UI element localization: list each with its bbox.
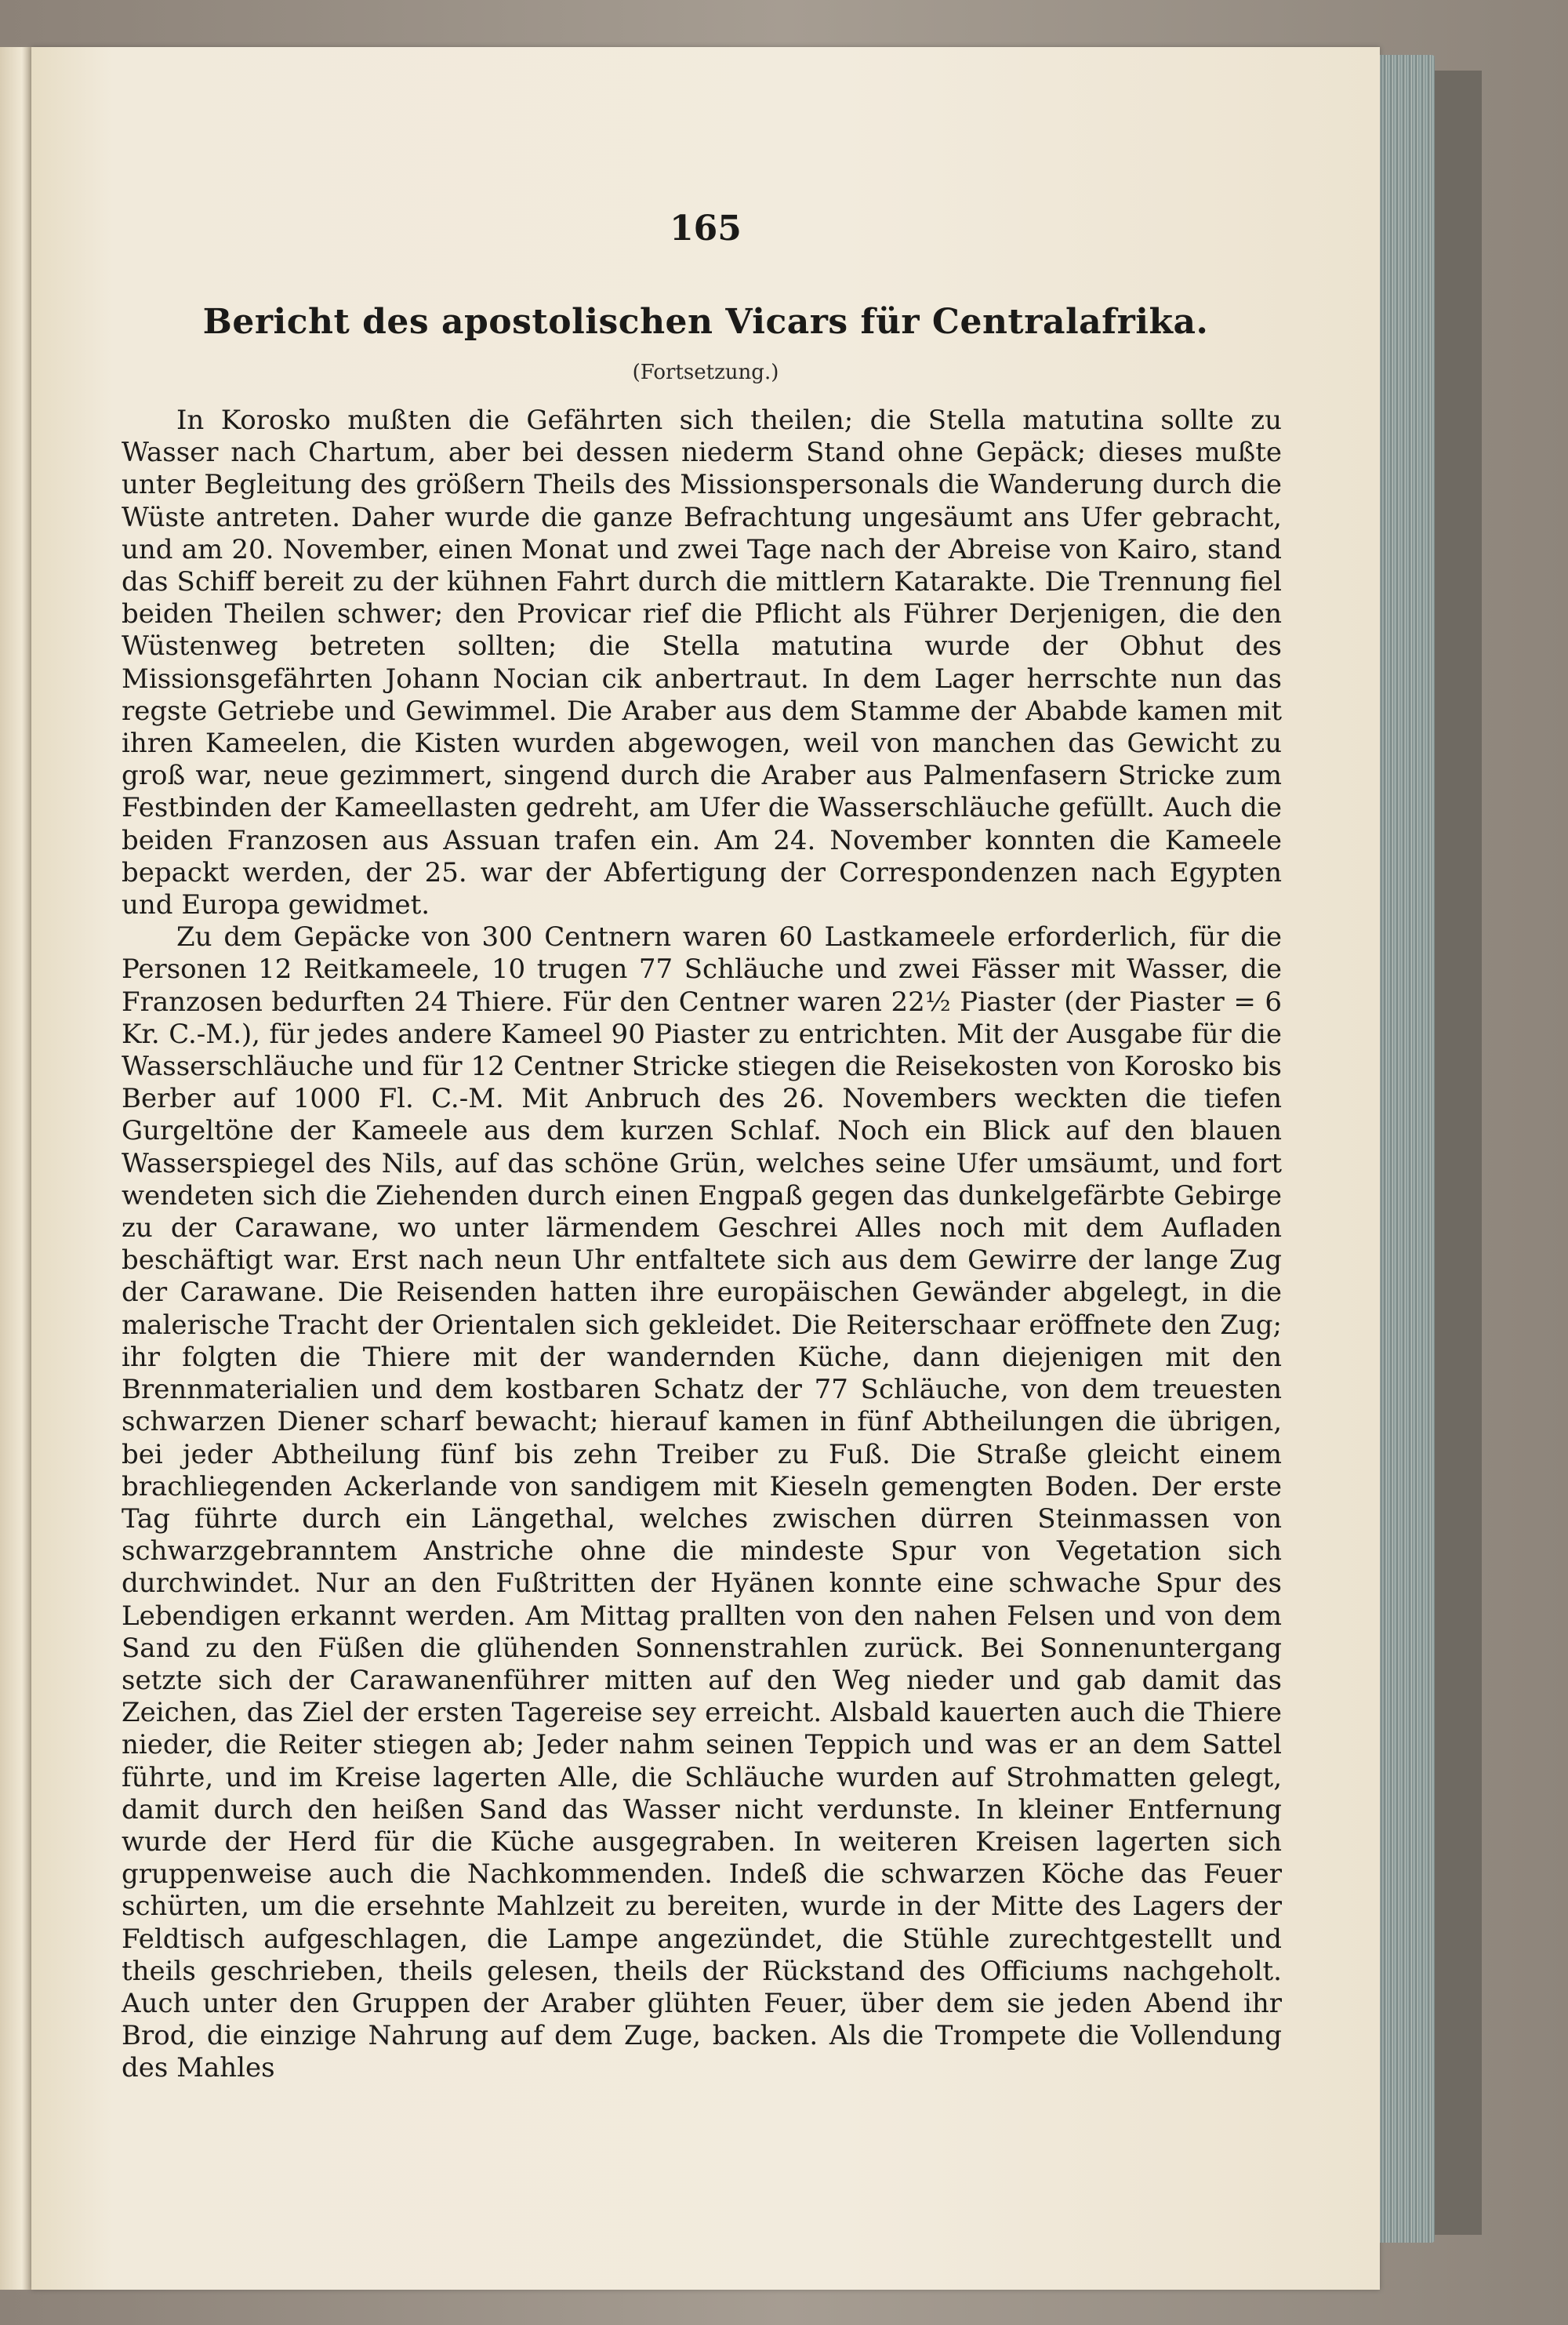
facing-page-edge <box>0 47 31 2290</box>
paragraph: In Korosko mußten die Gefährten sich theilen; die Stella matutina sollte zu Wasser nach Chartum, aber bei dessen niederm Stand ohne Gepäck; dieses mußte unter Begleitung des größern Theils des Missionspersonals die Wanderung durch die Wüste antreten. Daher wurde die ganze Befrachtung ungesäumt ans Ufer gebracht, und am 20. November, einen Monat und zwei Tage nach der Abreise von Kairo, stand das Schiff bereit zu der kühnen Fahrt durch die mittlern Katarakte. Die Trennung fiel beiden Theilen schwer; den Provicar rief die Pflicht als Führer Derjenigen, die den Wüstenweg betreten sollten; die Stella matutina wurde der Obhut des Missionsgefährten Johann Nocian cik anbertraut. In dem Lager herrschte nun das regste Getriebe und Gewimmel. Die Araber aus dem Stamme der Ababde kamen mit ihren Kameelen, die Kisten wurden abgewogen, weil von manchen das Gewicht zu groß war, neue gezimmert, singend durch die Araber aus Palmenfasern Stricke zum Festbinden der Kameellasten gedreht, am Ufer die Wasserschläuche gefüllt. Auch die beiden Franzosen aus Assuan trafen ein. Am 24. November konnten die Kameele bepackt werden, der 25. war der Abfertigung der Correspondenzen nach Egypten und Europa gewidmet. <box>122 405 1282 921</box>
page-number: 165 <box>670 209 742 249</box>
article-title: Bericht des apostolischen Vicars für Centralafrika. <box>202 302 1209 342</box>
article-body <box>122 405 1282 2085</box>
book-page <box>31 47 1380 2290</box>
book-cover-edge <box>1435 71 1482 2235</box>
article-subtitle: (Fortsetzung.) <box>632 361 779 384</box>
paragraph: Zu dem Gepäcke von 300 Centnern waren 60 Lastkameele erforderlich, für die Personen 12 Reitkameele, 10 trugen 77 Schläuche und zwei Fässer mit Wasser, die Franzosen bedurften 24 Thiere. Für den Centner waren 22½ Piaster (der Piaster = 6 Kr. C.-M.), für jedes andere Kameel 90 Piaster zu entrichten. Mit der Ausgabe für die Wasserschläuche und für 12 Centner Stricke stiegen die Reisekosten von Korosko bis Berber auf 1000 Fl. C.-M. Mit Anbruch des 26. Novembers weckten die tiefen Gurgeltöne der Kameele aus dem kurzen Schlaf. Noch ein Blick auf den blauen Wasserspiegel des Nils, auf das schöne Grün, welches seine Ufer umsäumt, und fort wendeten sich die Ziehenden durch einen Engpaß gegen das dunkelgefärbte Gebirge zu der Carawane, wo unter lärmendem Geschrei Alles noch mit dem Aufladen beschäftigt war. Erst nach neun Uhr entfaltete sich aus dem Gewirre der lange Zug der Carawane. Die Reisenden hatten ihre europäischen Gewänder abgelegt, in die malerische Tracht der Orientalen sich gekleidet. Die Reiterschaar eröffnete den Zug; ihr folgten die Thiere mit der wandernden Küche, dann diejenigen mit den Brennmaterialien und dem kostbaren Schatz der 77 Schläuche, von dem treuesten schwarzen Diener scharf bewacht; hierauf kamen in fünf Abtheilungen die übrigen, bei jeder Abtheilung fünf bis zehn Treiber zu Fuß. Die Straße gleicht einem brachliegenden Ackerlande von sandigem mit Kieseln gemengten Boden. Der erste Tag führte durch ein Längethal, welches zwischen dürren Steinmassen von schwarzgebranntem Anstriche ohne die mindeste Spur von Vegetation sich durchwindet. Nur an den Fußtritten der Hyänen konnte eine schwache Spur des Lebendigen erkannt werden. Am Mittag prallten von den nahen Felsen und von dem Sand zu den Füßen die glühenden Sonnenstrahlen zurück. Bei Sonnenuntergang setzte sich der Carawanenführer mitten auf den Weg nieder und gab damit das Zeichen, das Ziel der ersten Tagereise sey erreicht. Alsbald kauerten auch die Thiere nieder, die Reiter stiegen ab; Jeder nahm seinen Teppich und was er an dem Sattel führte, und im Kreise lagerten Alle, die Schläuche wurden auf Strohmatten gelegt, damit durch den heißen Sand das Wasser nicht verdunste. In kleiner Entfernung wurde der Herd für die Küche ausgegraben. In weiteren Kreisen lagerten sich gruppenweise auch die Nachkommenden. Indeß die schwarzen Köche das Feuer schürten, um die ersehnte Mahlzeit zu bereiten, wurde in der Mitte des Lagers der Feldtisch aufgeschlagen, die Lampe angezündet, die Stühle zurechtgestellt und theils geschrieben, theils gelesen, theils der Rückstand des Officiums nachgeholt. Auch unter den Gruppen der Araber glühten Feuer, über dem sie jeden Abend ihr Brod, die einzige Nahrung auf dem Zuge, backen. Als die Trompete die Vollendung des Mahles <box>122 921 1282 2084</box>
